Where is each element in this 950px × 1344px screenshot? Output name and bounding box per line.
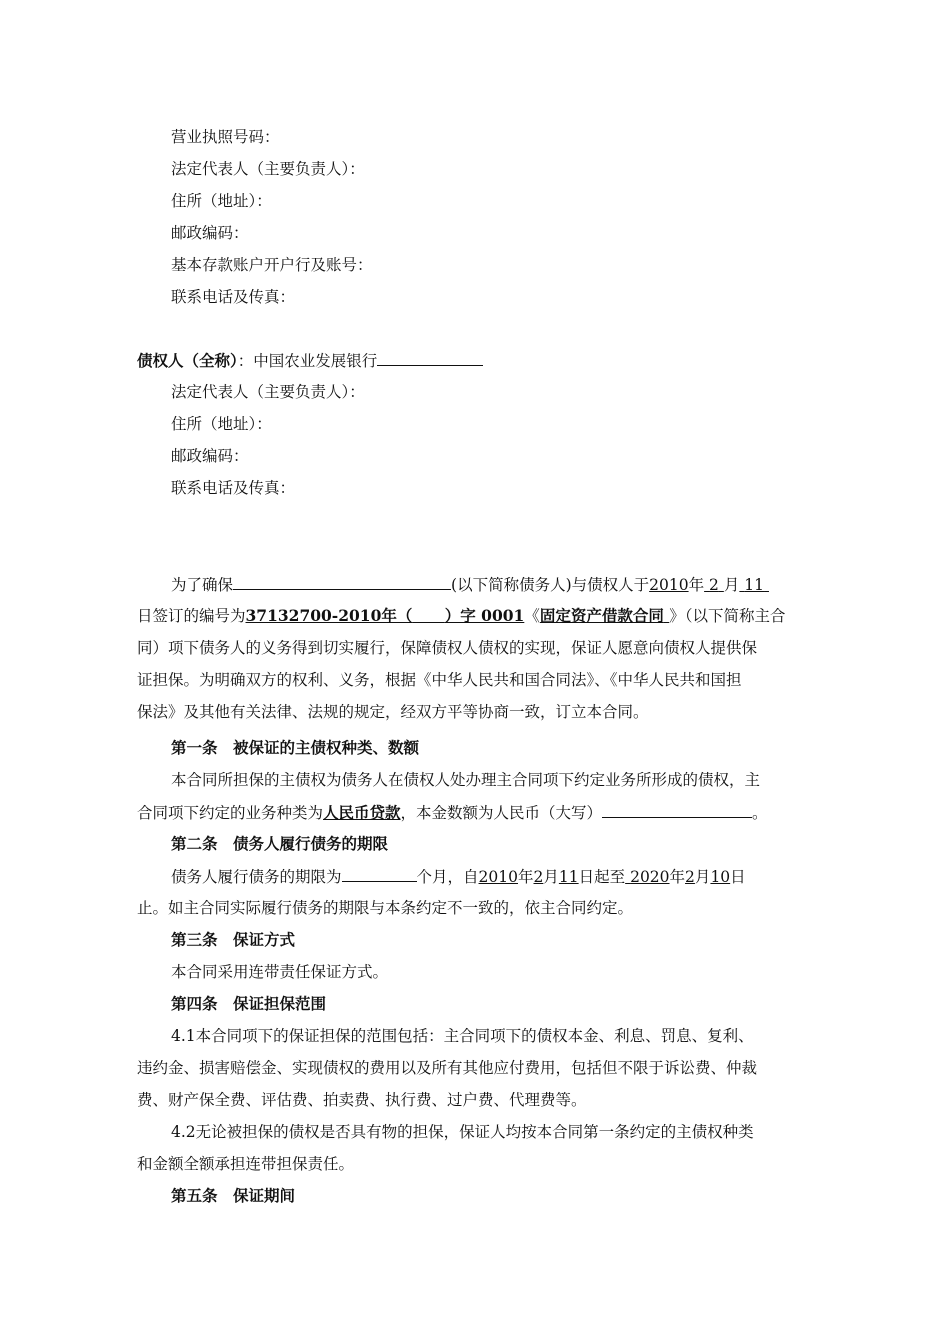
creditor-name: 中国农业发展银行 bbox=[253, 352, 378, 370]
article-1-line-2 bbox=[137, 801, 768, 824]
article-text: 债务人履行债务的期限为 bbox=[171, 868, 342, 886]
article-4-2-line-2: 和金额全额承担连带担保责任。 bbox=[137, 1155, 355, 1173]
article-text: 日起至 bbox=[578, 868, 626, 886]
article-text: 日 bbox=[730, 868, 746, 886]
preamble-text: (以下简称债务人)与债权人于 bbox=[451, 576, 650, 594]
creditor-label: 债权人（全称） bbox=[137, 351, 238, 370]
preamble-line-2 bbox=[137, 605, 786, 627]
article-text: 合同项下约定的业务种类为 bbox=[137, 804, 324, 822]
principal-amount-blank bbox=[602, 801, 752, 818]
creditor-phone-label: 联系电话及传真： bbox=[171, 479, 296, 497]
creditor-line bbox=[137, 349, 483, 372]
article-text: 月 bbox=[694, 868, 711, 886]
creditor-rep-label: 法定代表人（主要负责人）： bbox=[171, 383, 365, 401]
preamble-line-1 bbox=[171, 573, 769, 596]
start-day: 11 bbox=[558, 868, 579, 886]
creditor-colon: ： bbox=[237, 352, 254, 370]
guarantor-license-label: 营业执照号码： bbox=[171, 128, 280, 146]
contract-name: 固定资产借款合同 bbox=[539, 606, 664, 625]
guarantor-postcode-label: 邮政编码： bbox=[171, 224, 249, 242]
term-months-blank bbox=[342, 865, 417, 882]
preamble-line-3: 同）项下债务人的义务得到切实履行，保障债权人债权的实现，保证人愿意向债权人提供保 bbox=[137, 639, 758, 657]
article-2-line-1 bbox=[171, 865, 746, 888]
end-day: 10 bbox=[710, 868, 731, 886]
start-year: 2010 bbox=[478, 868, 518, 886]
sign-day: 11 bbox=[744, 576, 765, 594]
preamble-line-4: 证担保。为明确双方的权利、义务，根据《中华人民共和国合同法》、《中华人民共和国担 bbox=[137, 671, 742, 689]
article-3-text: 本合同采用连带责任保证方式。 bbox=[171, 963, 389, 981]
sign-year: 2010 bbox=[649, 576, 689, 594]
contract-number: 37132700-2010年（ ）字 0001 bbox=[245, 606, 525, 625]
article-text: 。 bbox=[752, 804, 768, 822]
creditor-name-blank bbox=[377, 349, 483, 366]
article-2-title: 第二条 债务人履行债务的期限 bbox=[171, 834, 389, 853]
article-3-title: 第三条 保证方式 bbox=[171, 930, 296, 949]
article-text: 年 bbox=[669, 868, 686, 886]
article-text: 年 bbox=[517, 868, 534, 886]
start-month: 2 bbox=[533, 868, 544, 886]
guarantor-address-label: 住所（地址）： bbox=[171, 192, 272, 210]
end-month: 2 bbox=[685, 868, 695, 886]
article-4-2-line-1: 4.2无论被担保的债权是否具有物的担保，保证人均按本合同第一条约定的主债权种类 bbox=[171, 1123, 754, 1141]
article-2-line-2: 止。如主合同实际履行债务的期限与本条约定不一致的，依主合同约定。 bbox=[137, 899, 634, 917]
preamble-text: 《 bbox=[524, 607, 540, 625]
creditor-address-label: 住所（地址）： bbox=[171, 415, 272, 433]
guarantor-phone-label: 联系电话及传真： bbox=[171, 288, 296, 306]
creditor-postcode-label: 邮政编码： bbox=[171, 447, 249, 465]
guarantor-rep-label: 法定代表人（主要负责人）： bbox=[171, 160, 365, 178]
preamble-line-5: 保法》及其他有关法律、法规的规定，经双方平等协商一致，订立本合同。 bbox=[137, 703, 649, 721]
business-type: 人民币贷款 bbox=[323, 803, 401, 822]
article-text: ，本金数额为人民币（大写） bbox=[400, 804, 603, 822]
preamble-text: 为了确保 bbox=[171, 576, 234, 594]
sign-month: 2 bbox=[709, 576, 719, 594]
article-4-1-line-2: 违约金、损害赔偿金、实现债权的费用以及所有其他应付费用，包括但不限于诉讼费、仲裁 bbox=[137, 1059, 758, 1077]
debtor-name-blank bbox=[233, 573, 451, 590]
preamble-text: （以下简称主合 bbox=[684, 607, 786, 625]
article-text: 个月，自 bbox=[416, 868, 479, 886]
preamble-text: 》 bbox=[669, 607, 685, 625]
preamble-text: 日签订的编号为 bbox=[137, 607, 246, 625]
article-1-line-1: 本合同所担保的主债权为债务人在债权人处办理主合同项下约定业务所形成的债权，主 bbox=[171, 771, 761, 789]
article-1-title: 第一条 被保证的主债权种类、数额 bbox=[171, 738, 420, 757]
guarantor-account-label: 基本存款账户开户行及账号： bbox=[171, 256, 373, 274]
preamble-text: 月 bbox=[723, 576, 740, 594]
article-5-title: 第五条 保证期间 bbox=[171, 1186, 296, 1205]
preamble-text: 年 bbox=[688, 576, 705, 594]
article-4-title: 第四条 保证担保范围 bbox=[171, 994, 327, 1013]
end-year: 2020 bbox=[630, 868, 670, 886]
article-text: 月 bbox=[543, 868, 559, 886]
article-4-1-line-1: 4.1本合同项下的保证担保的范围包括：主合同项下的债权本金、利息、罚息、复利、 bbox=[171, 1027, 754, 1045]
article-4-1-line-3: 费、财产保全费、评估费、拍卖费、执行费、过户费、代理费等。 bbox=[137, 1091, 587, 1109]
